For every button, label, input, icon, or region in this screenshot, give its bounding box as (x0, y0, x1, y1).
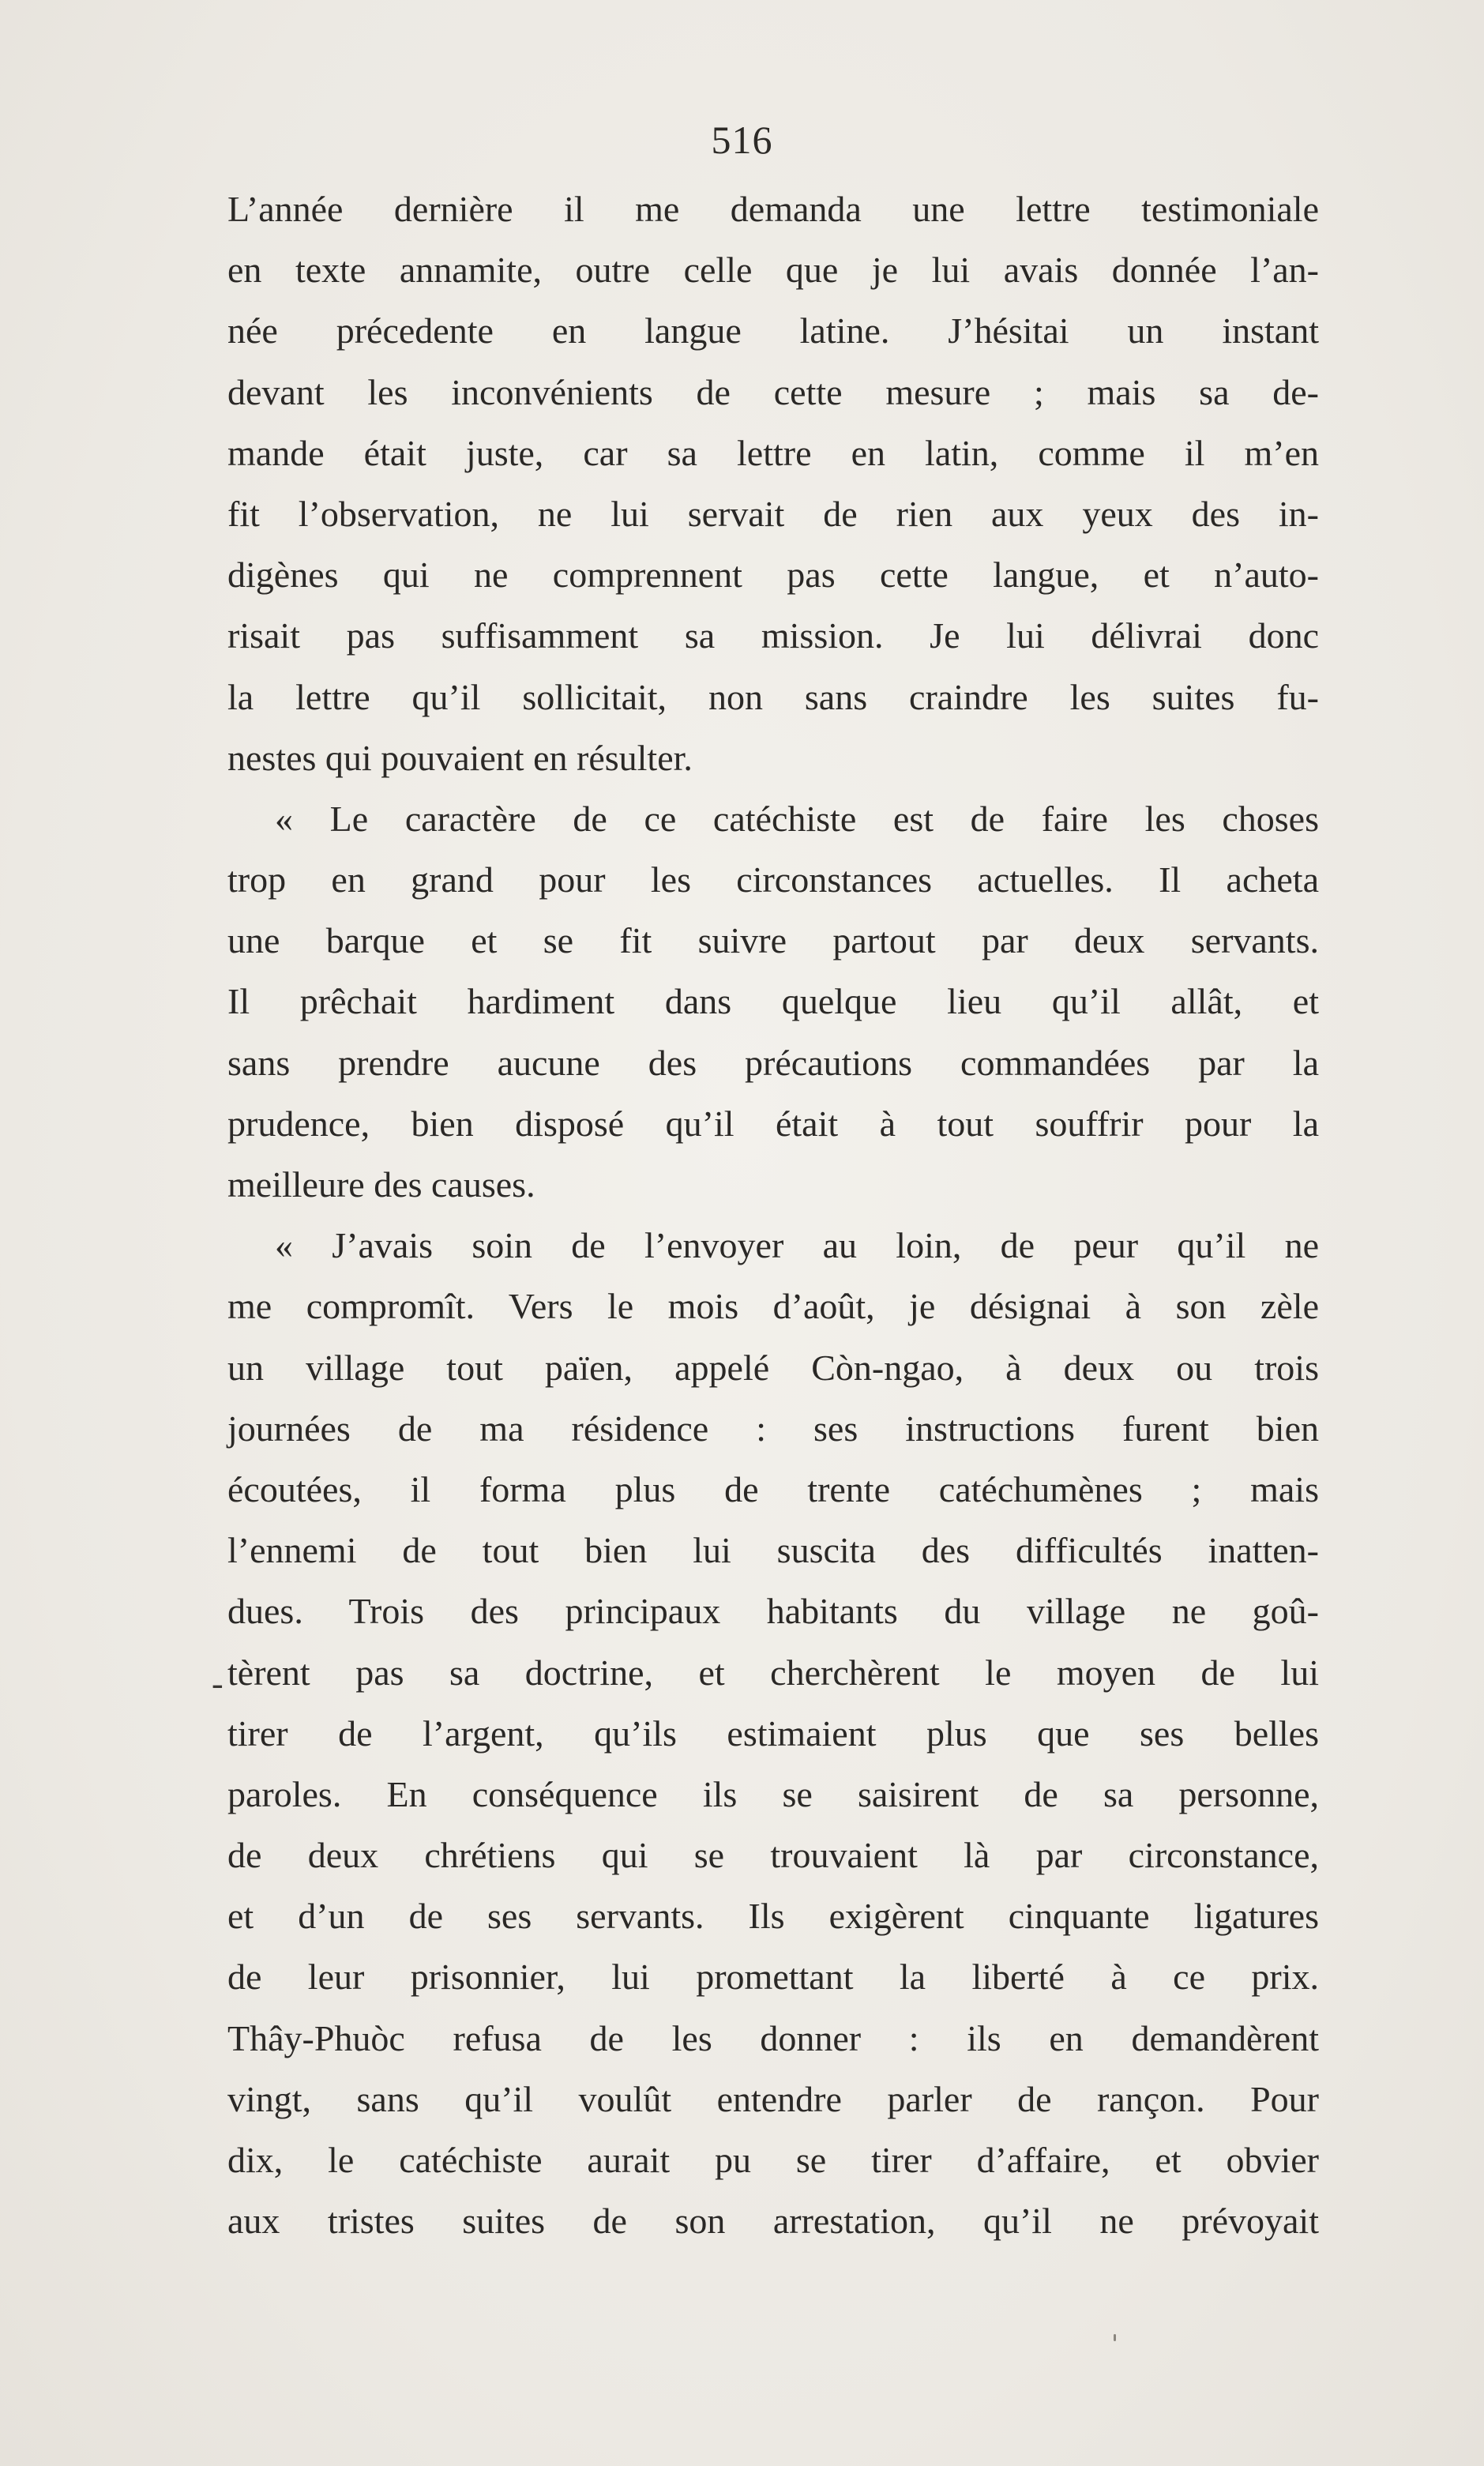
text-line: meilleure des causes. (227, 1164, 535, 1205)
text-line: fit l’observation, ne lui servait de rien aux yeux des in- (227, 493, 1319, 534)
text-line: tèrent pas sa doctrine, et cherchèrent le moyen de lui (227, 1652, 1319, 1693)
text-line: sans prendre aucune des précautions commandées par la (227, 1042, 1319, 1083)
text-line: prudence, bien disposé qu’il était à tout souffrir pour la (227, 1103, 1319, 1144)
text-line: « J’avais soin de l’envoyer au loin, de peur qu’il ne (275, 1225, 1319, 1266)
text-line: vingt, sans qu’il voulût entendre parler de rançon. Pour (227, 2078, 1319, 2119)
text-line: tirer de l’argent, qu’ils estimaient plus que ses belles (227, 1712, 1319, 1754)
text-line: devant les inconvénients de cette mesure ; mais sa de- (227, 371, 1319, 412)
page-number: 516 (711, 118, 773, 162)
text-line: Thây-Phuòc refusa de les donner : ils en demandèrent (227, 2017, 1319, 2058)
text-line: mande était juste, car sa lettre en latin, comme il m’en (227, 432, 1319, 473)
text-line: Il prêchait hardiment dans quelque lieu qu’il allât, et (227, 981, 1319, 1022)
text-line: risait pas suffisamment sa mission. Je lui délivrai donc (227, 615, 1319, 656)
text-line: paroles. En conséquence ils se saisirent de sa personne, (227, 1773, 1319, 1814)
margin-mark: - (212, 1664, 224, 1703)
text-line: et d’un de ses servants. Ils exigèrent cinquante ligatures (227, 1896, 1319, 1937)
text-line: un village tout païen, appelé Còn-ngao, à deux ou trois (227, 1347, 1319, 1388)
text-line: l’ennemi de tout bien lui suscita des difficultés inatten- (227, 1530, 1319, 1571)
text-line: née précedente en langue latine. J’hésitai un instant (227, 310, 1319, 351)
text-line: digènes qui ne comprennent pas cette langue, et n’auto- (227, 554, 1319, 596)
body-text (227, 179, 1319, 2251)
paper-speck (1114, 2334, 1116, 2341)
text-line: dues. Trois des principaux habitants du village ne goû- (227, 1591, 1319, 1632)
text-line: trop en grand pour les circonstances actuelles. Il acheta (227, 859, 1319, 900)
text-line: en texte annamite, outre celle que je lui avais donnée l’an- (227, 250, 1319, 291)
text-line: L’année dernière il me demanda une lettre testimoniale (227, 189, 1319, 229)
text-line: dix, le catéchiste aurait pu se tirer d’affaire, et obvier (227, 2140, 1319, 2180)
text-line: me compromît. Vers le mois d’août, je désignai à son zèle (227, 1286, 1319, 1327)
text-line: une barque et se fit suivre partout par deux servants. (227, 920, 1319, 961)
text-line: la lettre qu’il sollicitait, non sans craindre les suites fu- (227, 676, 1319, 717)
text-line: de deux chrétiens qui se trouvaient là par circonstance, (227, 1835, 1319, 1876)
text-line: « Le caractère de ce catéchiste est de faire les choses (275, 798, 1319, 839)
text-line: écoutées, il forma plus de trente catéchumènes ; mais (227, 1468, 1319, 1509)
text-line: journées de ma résidence : ses instructions furent bien (227, 1408, 1319, 1449)
text-line: de leur prisonnier, lui promettant la liberté à ce prix. (227, 1957, 1319, 1998)
text-line: aux tristes suites de son arrestation, qu’il ne prévoyait (227, 2201, 1319, 2242)
text-line: nestes qui pouvaient en résulter. (227, 737, 693, 778)
